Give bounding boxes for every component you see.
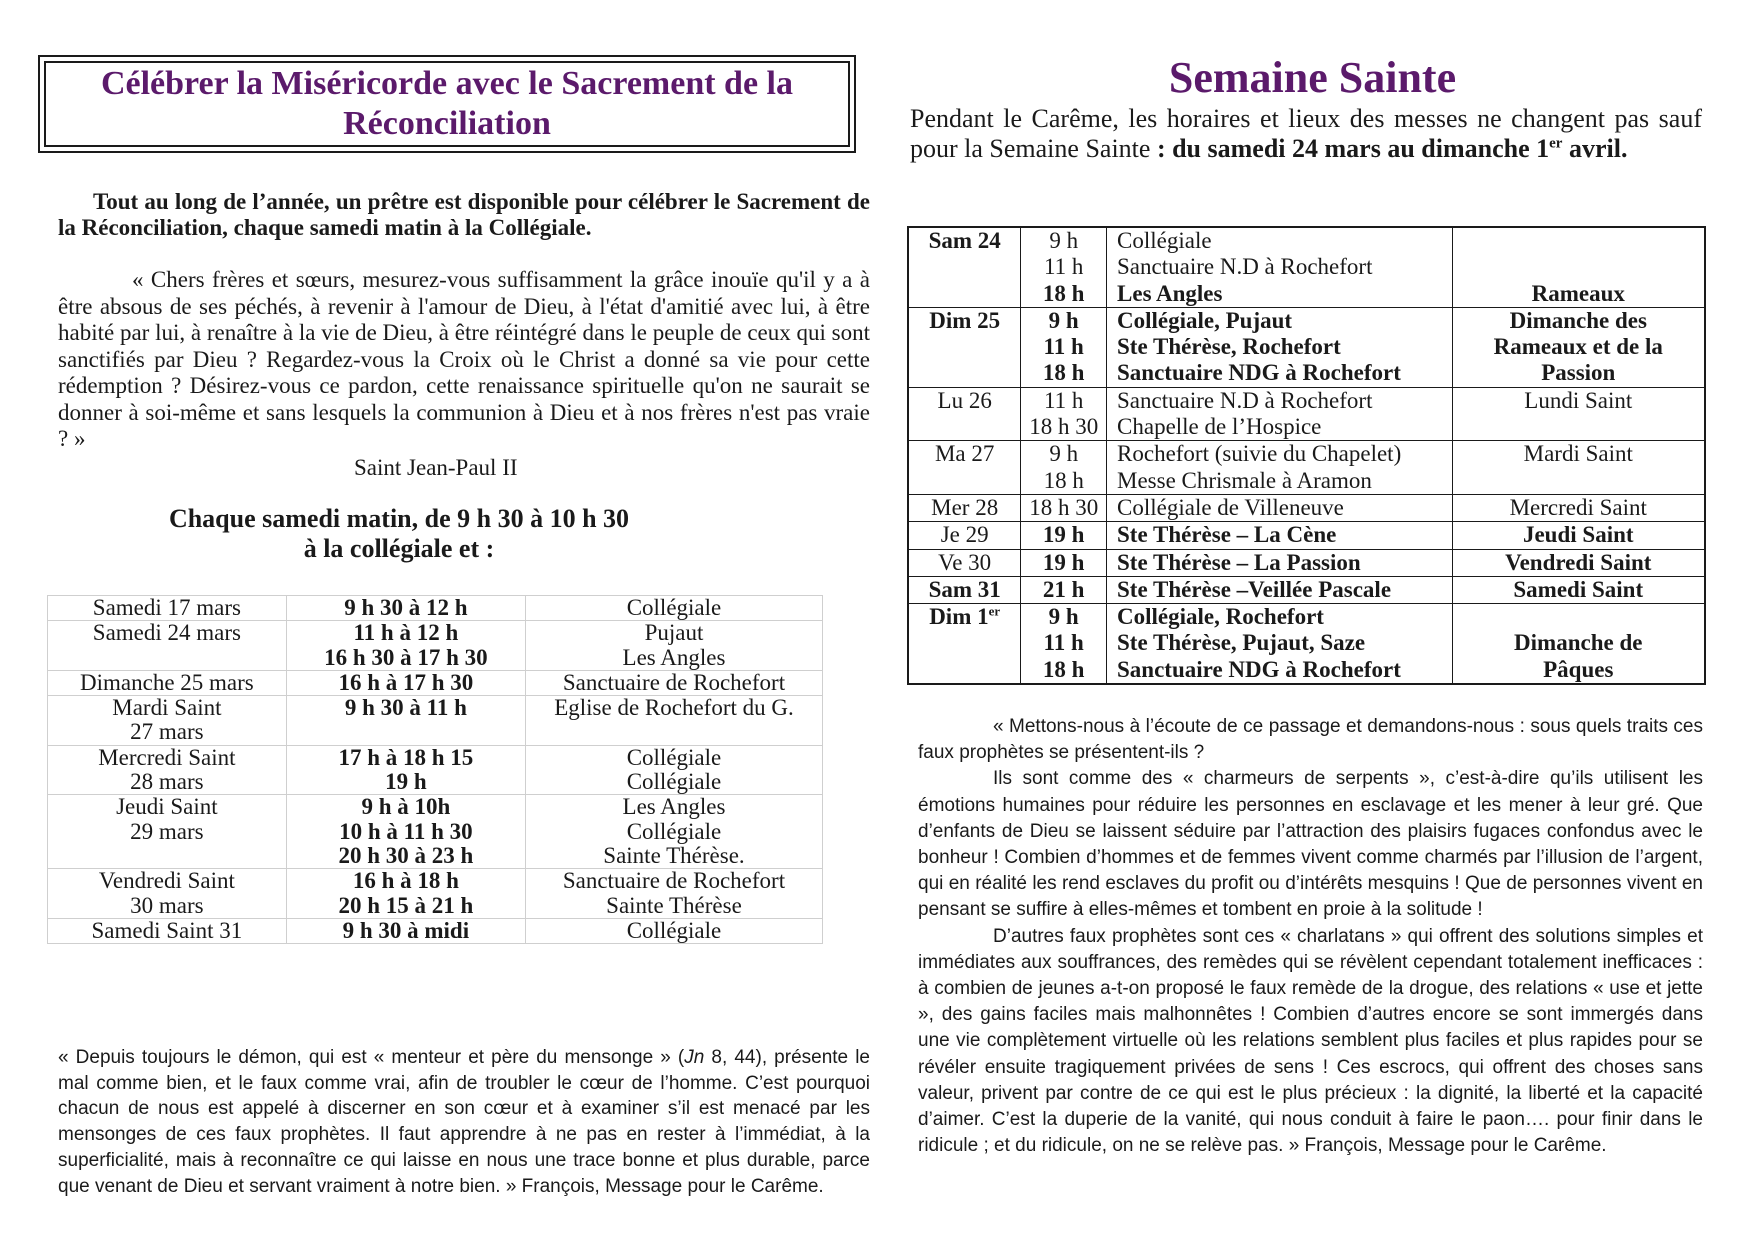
confession-place: Sanctuaire de Rochefort — [562, 868, 786, 894]
holy-week-masses-table — [907, 226, 1706, 685]
mass-time: 18 h 30 — [1029, 494, 1099, 520]
confession-hours-cell — [286, 918, 525, 943]
confession-hours: 10 h à 11 h 30 — [339, 818, 473, 844]
mass-liturgy: Rameaux et de la — [1493, 334, 1663, 360]
confession-day: Mardi Saint — [112, 695, 222, 721]
pope-message-paragraph: Ils sont comme des « charmeurs de serpents », c’est-à-dire qu’ils utilisent les émotions humaines pour réduire les personnes en esclavage et les mener à leur gré. Que d’enfants de Dieu se laissent séduire par l’attraction des plaisirs fugaces confondus avec le bonheur ! Combien d’hommes et de femmes vivent comme charmés par l’illusion de l’argent, qui en réalité les rend esclaves du profit ou d’intérêts mesquins ! Que de personnes vivent en pensant se suffire à elles-mêmes et tombent en proie à la solitude ! — [918, 768, 1703, 921]
mass-place: Collégiale de Villeneuve — [1117, 494, 1344, 520]
mass-place: Sanctuaire N.D à Rochefort — [1117, 387, 1373, 413]
mass-row — [908, 441, 1705, 495]
confession-place: Collégiale — [626, 917, 722, 943]
confession-place: Collégiale — [626, 818, 722, 844]
confession-place: Collégiale — [626, 595, 722, 620]
confession-hours: 16 h à 18 h — [352, 868, 459, 894]
pope-message-paragraph: « Mettons-nous à l’écoute de ce passage et demandons-nous : sous quels traits ces faux prophètes se présentent-ils ? — [918, 716, 1703, 764]
reconciliation-title: Célébrer la Miséricorde avec le Sacrement de la Réconciliation — [100, 65, 794, 142]
confession-day: Samedi 24 mars — [92, 620, 241, 646]
mass-place: Sanctuaire NDG à Rochefort — [1117, 656, 1401, 682]
confession-schedule-body — [48, 596, 823, 944]
confession-hours: 19 h — [385, 769, 427, 795]
mass-places-cell — [1107, 441, 1453, 495]
confession-schedule-heading-line1: Chaque samedi matin, de 9 h 30 à 10 h 30 — [168, 504, 630, 533]
pope-message-quote-right — [918, 714, 1703, 1159]
confession-place-cell — [525, 795, 822, 869]
mass-place: Ste Thérèse –Veillée Pascale — [1117, 576, 1392, 602]
confession-place: Collégiale — [626, 744, 722, 770]
pope-message-quote-left-pre: « Depuis toujours le démon, qui est « menteur et père du mensonge » ( — [58, 1047, 685, 1068]
holy-week-intro-dates-b: avril. — [1562, 134, 1628, 163]
confession-hours: 20 h 15 à 21 h — [338, 892, 474, 918]
mass-liturgy: Dimanche de — [1514, 630, 1643, 656]
mass-times-cell — [1021, 549, 1107, 576]
confession-day: 28 mars — [130, 769, 204, 795]
mass-day-cell — [908, 227, 1021, 307]
mass-liturgy: Samedi Saint — [1513, 576, 1644, 602]
mass-time: 18 h — [1043, 467, 1084, 493]
mass-places-cell — [1107, 307, 1453, 387]
mass-liturgy-cell — [1452, 227, 1705, 307]
mass-row — [908, 387, 1705, 441]
mass-time: 18 h 30 — [1029, 414, 1099, 440]
mass-times-cell — [1021, 441, 1107, 495]
confession-day: Jeudi Saint — [116, 794, 218, 820]
confession-place: Sainte Thérèse — [606, 892, 742, 918]
confession-day-cell — [48, 696, 287, 746]
mass-liturgy-cell — [1452, 441, 1705, 495]
mass-row — [908, 227, 1705, 307]
mass-day-cell — [908, 307, 1021, 387]
confession-schedule-row — [48, 745, 823, 795]
holy-week-intro — [910, 104, 1702, 164]
confession-day: 29 mars — [130, 818, 204, 844]
mass-times-cell — [1021, 522, 1107, 549]
mass-places-cell — [1107, 522, 1453, 549]
mass-liturgy: Mardi Saint — [1523, 441, 1633, 467]
mass-place: Chapelle de l’Hospice — [1117, 414, 1322, 440]
reconciliation-title-frame — [38, 55, 856, 153]
mass-place: Sanctuaire N.D à Rochefort — [1117, 254, 1373, 280]
mass-place: Ste Thérèse, Rochefort — [1117, 334, 1341, 360]
mass-time: 19 h — [1042, 549, 1085, 575]
mass-day: Ma 27 — [934, 441, 995, 467]
mass-places-cell — [1107, 227, 1453, 307]
confession-hours-cell — [286, 696, 525, 746]
confession-hours-cell — [286, 596, 525, 621]
mass-places-cell — [1107, 494, 1453, 521]
confession-place: Les Angles — [622, 794, 726, 820]
reconciliation-quote: « Chers frères et sœurs, mesurez-vous suffisamment la grâce inouïe qu'il y a à être absous de ses péchés, à revenir à l'amour de Dieu, à l'état d'amitié avec lui, à être habité par lui, à renaître à la vie de Dieu, à être réintégré dans le peuple de ceux qui sont sanctifiés par Dieu ? Regardez-vous la Croix où le Christ a donné sa vie pour cette rédemption ? Désirez-vous ce pardon, cette renaissance spirituelle qu'on ne saurait se donner à soi-même et sans lesquels la communion à Dieu et à nos frères n'est pas vraie ? » — [58, 267, 870, 451]
confession-hours: 16 h à 17 h 30 — [338, 669, 474, 695]
mass-day-cell — [908, 549, 1021, 576]
mass-time: 9 h — [1048, 604, 1079, 630]
confession-place-cell — [525, 621, 822, 671]
confession-day-cell — [48, 596, 287, 621]
confession-day-cell — [48, 670, 287, 695]
confession-place: Sanctuaire de Rochefort — [562, 669, 786, 695]
mass-time: 21 h — [1042, 576, 1085, 602]
mass-times-cell — [1021, 604, 1107, 684]
confession-place-cell — [525, 670, 822, 695]
mass-liturgy: Pâques — [1543, 656, 1614, 682]
mass-row — [908, 494, 1705, 521]
mass-liturgy-cell — [1452, 494, 1705, 521]
mass-day-cell — [908, 604, 1021, 684]
mass-day-cell — [908, 441, 1021, 495]
confession-hours: 9 h 30 à midi — [342, 917, 470, 943]
mass-row — [908, 549, 1705, 576]
mass-time: 18 h — [1042, 360, 1085, 386]
mass-row — [908, 604, 1705, 684]
confession-place-cell — [525, 745, 822, 795]
mass-places-cell — [1107, 576, 1453, 603]
confession-place: Eglise de Rochefort du G. — [554, 695, 794, 721]
mass-liturgy: Lundi Saint — [1524, 387, 1633, 413]
confession-hours: 16 h 30 à 17 h 30 — [324, 644, 488, 670]
confession-schedule-row — [48, 696, 823, 746]
confession-day: Samedi Saint 31 — [91, 917, 243, 943]
mass-liturgy: Mercredi Saint — [1509, 494, 1647, 520]
confession-place: Les Angles — [622, 644, 726, 670]
mass-time: 18 h — [1042, 280, 1085, 306]
mass-day-cell — [908, 387, 1021, 441]
confession-hours: 9 h 30 à 12 h — [344, 595, 468, 620]
pope-message-quote-left — [58, 1045, 870, 1199]
confession-day: 27 mars — [130, 719, 204, 745]
mass-liturgy: Dimanche des — [1509, 307, 1647, 333]
confession-day: Dimanche 25 mars — [80, 669, 254, 695]
mass-liturgy: Rameaux — [1531, 280, 1625, 306]
confession-schedule-row — [48, 596, 823, 621]
mass-place: Sanctuaire NDG à Rochefort — [1117, 360, 1401, 386]
mass-time: 18 h — [1042, 656, 1085, 682]
confession-day: Samedi 17 mars — [92, 595, 241, 620]
mass-place: Collégiale — [1117, 228, 1212, 253]
confession-day-cell — [48, 621, 287, 671]
confession-hours-cell — [286, 621, 525, 671]
mass-row — [908, 576, 1705, 603]
confession-schedule-table — [47, 595, 823, 944]
confession-hours: 17 h à 18 h 15 — [338, 744, 474, 770]
holy-week-intro-dates — [1150, 134, 1627, 163]
mass-day: Dim 1 — [929, 604, 989, 630]
mass-day: Mer 28 — [931, 494, 999, 520]
mass-place: Ste Thérèse – La Cène — [1117, 522, 1337, 548]
mass-times-cell — [1021, 227, 1107, 307]
mass-time: 11 h — [1043, 630, 1084, 656]
confession-place-cell — [525, 869, 822, 919]
mass-time: 19 h — [1042, 522, 1085, 548]
mass-time: 11 h — [1043, 254, 1084, 280]
confession-hours: 9 h à 10h — [361, 794, 451, 820]
confession-day-cell — [48, 795, 287, 869]
confession-day-cell — [48, 918, 287, 943]
pope-message-quote-left-post: 8, 44), présente le mal comme bien, et le faux comme vrai, afin de troubler le cœur de l’homme. C’est pourquoi chacun de nous est appelé à discerner en son cœur et à examiner s’il est menacé par les mensonges de ces faux prophètes. Il faut apprendre à ne pas en rester à l’immédiat, à la superficialité, mais à reconnaître ce qui laisse en nous une trace bonne et plus durable, parce que venant de Dieu et servant vraiment à notre bien. » François, Message pour le Carême. — [58, 1047, 870, 1197]
mass-places-cell — [1107, 549, 1453, 576]
mass-time: 11 h — [1043, 334, 1084, 360]
mass-day-cell — [908, 522, 1021, 549]
mass-day-sup: er — [988, 603, 1001, 619]
confession-day: Vendredi Saint — [98, 868, 235, 894]
mass-place: Ste Thérèse – La Passion — [1117, 549, 1361, 575]
mass-liturgy-cell — [1452, 387, 1705, 441]
mass-time: 9 h — [1048, 307, 1079, 333]
confession-day: Mercredi Saint — [98, 744, 236, 770]
holy-week-masses-body — [908, 227, 1705, 684]
reconciliation-quote-author: Saint Jean-Paul II — [354, 455, 518, 480]
mass-times-cell — [1021, 307, 1107, 387]
confession-place: Sainte Thérèse. — [603, 842, 745, 868]
mass-day: Ve 30 — [938, 549, 992, 575]
mass-liturgy-cell — [1452, 522, 1705, 549]
mass-day-cell — [908, 494, 1021, 521]
mass-day: Dim 25 — [929, 307, 1001, 333]
mass-liturgy-cell — [1452, 576, 1705, 603]
mass-times-cell — [1021, 576, 1107, 603]
left-column — [38, 55, 870, 1197]
mass-day: Sam 24 — [928, 228, 1001, 253]
mass-liturgy: Passion — [1541, 360, 1616, 386]
mass-place: Ste Thérèse, Pujaut, Saze — [1117, 630, 1366, 656]
confession-schedule-row — [48, 918, 823, 943]
mass-liturgy: Vendredi Saint — [1505, 549, 1652, 575]
confession-hours-cell — [286, 670, 525, 695]
pope-message-quote-left-ref: Jn — [684, 1047, 705, 1068]
mass-places-cell — [1107, 604, 1453, 684]
confession-hours: 9 h 30 à 11 h — [344, 695, 467, 721]
confession-hours-cell — [286, 745, 525, 795]
mass-place: Les Angles — [1117, 280, 1223, 306]
mass-liturgy: Jeudi Saint — [1522, 522, 1634, 548]
confession-hours: 20 h 30 à 23 h — [338, 842, 474, 868]
holy-week-intro-dates-a: : du samedi 24 mars au dimanche 1 — [1150, 134, 1550, 163]
mass-day: Sam 31 — [928, 576, 1001, 602]
confession-hours-cell — [286, 795, 525, 869]
mass-day-cell — [908, 576, 1021, 603]
mass-row — [908, 307, 1705, 387]
confession-schedule-heading — [58, 504, 870, 564]
holy-week-intro-dates-sup: er — [1549, 135, 1563, 152]
confession-schedule-row — [48, 795, 823, 869]
confession-day-cell — [48, 745, 287, 795]
mass-time: 9 h — [1049, 441, 1079, 467]
mass-day: Je 29 — [940, 522, 989, 548]
confession-schedule-heading-line2: à la collégiale et : — [303, 534, 495, 563]
reconciliation-title-frame-inner — [44, 61, 850, 147]
pope-message-paragraph: D’autres faux prophètes sont ces « charlatans » qui offrent des solutions simples et immédiates aux souffrances, des remèdes qui se révèlent cependant totalement inefficaces : à combien de jeunes a-t-on proposé le faux remède de la drogue, des relations « use et jette », des gains faciles mais malhonnêtes ! Combien d’autres encore se sont immergés dans une vie complètement virtuelle où les relations semblent plus faciles et plus rapides pour se révéler ensuite tragiquement privées de sens ! Ces escrocs, qui offrent des choses sans valeur, privent par contre de ce qui est le plus précieux : la dignité, la liberté et la capacité d’aimer. C’est la duperie de la vanité, qui nous conduit à faire le paon…. pour finir dans le ridicule ; et du ridicule, on ne se relève pas. » François, Message pour le Carême. — [918, 925, 1703, 1157]
mass-day: Lu 26 — [937, 387, 992, 413]
confession-hours: 11 h à 12 h — [353, 620, 459, 646]
mass-liturgy-cell — [1452, 604, 1705, 684]
mass-place: Collégiale, Rochefort — [1117, 604, 1324, 630]
mass-place: Collégiale, Pujaut — [1117, 307, 1293, 333]
mass-time: 11 h — [1043, 387, 1084, 413]
confession-place: Collégiale — [626, 769, 722, 795]
mass-times-cell — [1021, 387, 1107, 441]
mass-liturgy-cell — [1452, 549, 1705, 576]
holy-week-intro-plain: Pendant le Carême, les horaires et lieux des messes ne changent pas sauf pour la Semaine Sainte — [910, 104, 1702, 163]
reconciliation-intro: Tout au long de l’année, un prêtre est disponible pour célébrer le Sacrement de la Réconciliation, chaque samedi matin à la Collégiale. — [58, 189, 870, 240]
confession-schedule-row — [48, 670, 823, 695]
mass-time: 9 h — [1049, 228, 1079, 253]
confession-place-cell — [525, 696, 822, 746]
mass-row — [908, 522, 1705, 549]
confession-place-cell — [525, 918, 822, 943]
confession-day: 30 mars — [130, 892, 204, 918]
confession-place-cell — [525, 596, 822, 621]
mass-place: Rochefort (suivie du Chapelet) — [1117, 441, 1402, 467]
confession-schedule-row — [48, 621, 823, 671]
mass-places-cell — [1107, 387, 1453, 441]
confession-hours-cell — [286, 869, 525, 919]
mass-liturgy-cell — [1452, 307, 1705, 387]
mass-times-cell — [1021, 494, 1107, 521]
holy-week-title: Semaine Sainte — [1168, 53, 1457, 102]
confession-day-cell — [48, 869, 287, 919]
confession-place: Pujaut — [644, 620, 704, 646]
mass-place: Messe Chrismale à Aramon — [1117, 467, 1372, 493]
confession-schedule-row — [48, 869, 823, 919]
